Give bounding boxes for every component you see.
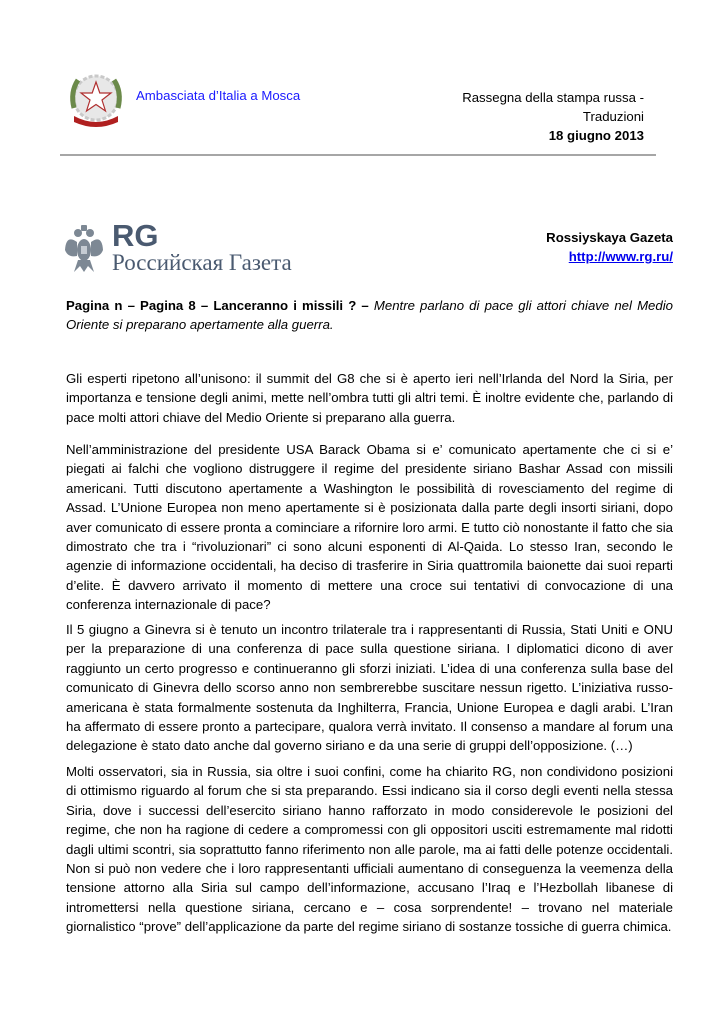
paragraph-text: Gli esperti ripetono all’unisono: il summit del G8 che si è aperto ieri nell’Irlanda del Nord la Siria, per importanza e tensione degli animi, mette nell’ombra tutti gli altri temi. È inoltre evidente che, parlando di pace molti attori chiave del Medio Oriente si preparano alla guerra. xyxy=(66,371,673,425)
rg-logo xyxy=(64,218,314,278)
article-paragraph xyxy=(66,440,673,615)
header-divider xyxy=(60,154,656,156)
review-date: 18 giugno 2013 xyxy=(548,128,644,143)
headline-title: Pagina n – Pagina 8 – Lanceranno i missili ? – xyxy=(66,298,374,313)
russian-eagle-icon xyxy=(64,224,104,274)
source-name: Rossiyskaya Gazeta xyxy=(546,230,673,245)
review-header xyxy=(462,88,644,145)
rg-logo-name: Российская Газета xyxy=(112,250,292,275)
rg-logo-mark: RG xyxy=(112,218,159,253)
source-info xyxy=(546,228,673,266)
source-link[interactable]: http://www.rg.ru/ xyxy=(568,249,673,264)
article-paragraph xyxy=(66,620,673,756)
paragraph-text: Molti osservatori, sia in Russia, sia oltre i suoi confini, come ha chiarito RG, non condividono posizioni di ottimismo riguardo al forum che si sta preparando. Essi indicano sia il corso degli eventi nella stessa Siria, dove i successi dell’esercito siriano hanno rafforzato in modo considerevole le posizioni del regime, che non ha ragione di cedere a compromessi con gli oppositori usciti estremamente mal ridotti dagli ultimi scontri, sia soprattutto fanno riferimento non alle parole, ma ai fatti delle potenze occidentali. Non si può non vedere che i loro rappresentanti ufficiali aumentano di conseguenza la veemenza della tensione attorno alla Siria sul campo dell’informazione, accusano l’Iraq e l’Hezbollah libanese di intromettersi nella questione siriana, cercano e – cosa sorprendente! – trovano nel materiale giornalistico “prove” dell’applicazione da parte del regime siriano di sostanze tossiche di guerra chimica. xyxy=(66,764,673,935)
article-paragraph xyxy=(66,762,673,937)
review-title-line2: Traduzioni xyxy=(582,109,644,124)
article-paragraph xyxy=(66,369,673,427)
headline-subtitle: Mentre parlano di pace gli attori chiave nel Medio Oriente si preparano apertamente alla guerra. xyxy=(66,298,673,333)
review-title-line1: Rassegna della stampa russa - xyxy=(462,90,644,105)
embassy-name: Ambasciata d’Italia a Mosca xyxy=(136,88,301,103)
italian-republic-emblem-icon xyxy=(64,68,128,132)
article-headline xyxy=(66,296,673,335)
paragraph-text: Il 5 giugno a Ginevra si è tenuto un incontro trilaterale tra i rappresentanti di Russia, Stati Uniti e ONU per la preparazione di una conferenza di pace sulla questione siriana. I diplomatici dicono di aver raggiunto un certo progresso e continueranno gli sforzi iniziati. L’idea di una conferenza sulla base del comunicato di Ginevra dello scorso anno non sembrerebbe suscitare nessun rigetto. L’iniziativa russo-americana è stata formalmente sostenuta da Inghilterra, Francia, Unione Europea e dagli arabi. L’Iran ha affermato di essere pronto a partecipare, qualora verrà invitato. Il consenso a mandare al forum una delegazione è stato dato anche dal governo siriano e da una serie di gruppi dell’opposizione. (…) xyxy=(66,622,673,754)
paragraph-text: Nell’amministrazione del presidente USA Barack Obama si e’ comunicato apertamente che ci si e’ piegati ai falchi che vogliono distruggere il regime del presidente siriano Bashar Assad con missili americani. Tutti discutono apertamente a Washington le possibilità di rovesciamento del regime di Assad. L’Unione Europea non meno apertamente si è posizionata dalla parte degli insorti siriani, dopo aver comunicato di essere pronta a cominciare a rifornire loro armi. E tutto ciò nonostante il fatto che sia dimostrato che tra i “rivoluzionari” ci sono alcuni esponenti di Al-Qaida. Lo stesso Iran, secondo le agenzie di informazione occidentali, ha deciso di trasferire in Siria quattromila baionette dai suoi reparti d’elite. È davvero arrivato il momento di mettere una croce sui tentativi di convocazione di una conferenza internazionale di pace? xyxy=(66,442,673,613)
